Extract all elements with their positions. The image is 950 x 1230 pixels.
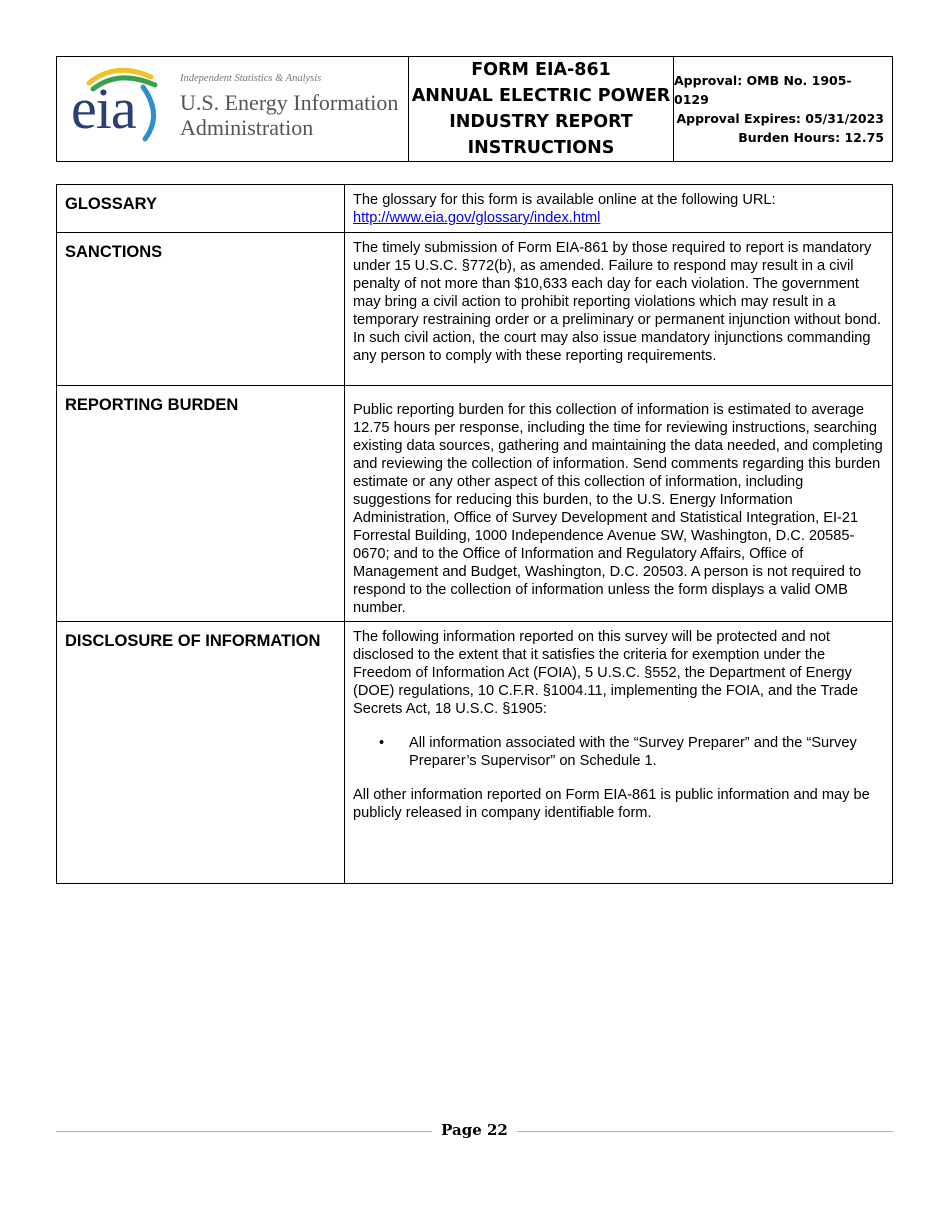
agency-name bbox=[180, 90, 398, 140]
form-title-line: INDUSTRY REPORT bbox=[449, 112, 633, 132]
page-footer bbox=[56, 1120, 893, 1144]
burden-hours: Burden Hours: 12.75 bbox=[738, 130, 884, 145]
reporting-burden-label: REPORTING BURDEN bbox=[57, 386, 345, 621]
approval-expires: Approval Expires: 05/31/2023 bbox=[676, 111, 884, 126]
form-title bbox=[409, 57, 674, 161]
sanctions-label: SANCTIONS bbox=[57, 233, 345, 385]
instructions-table bbox=[56, 184, 893, 884]
disclosure-bullet-text: All information associated with the “Survey Preparer” and the “Survey Preparer’s Supervisor” on Schedule 1. bbox=[409, 735, 857, 769]
sanctions-text: The timely submission of Form EIA-861 by those required to report is mandatory under 15 U.S.C. §772(b), as amended. Failure to respond may result in a civil penalty of not more than $10,633 each day for each violation. The government may bring a civil action to prohibit reporting violations which may result in a temporary restraining order or a preliminary or permanent injunction without bond. In such civil action, the court may also issue mandatory injunctions commanding any person to comply with these reporting requirements. bbox=[353, 240, 882, 364]
sanctions-body bbox=[345, 233, 892, 385]
disclosure-row bbox=[57, 622, 892, 883]
agency-name-line1: U.S. Energy Information bbox=[180, 90, 399, 115]
disclosure-label: DISCLOSURE OF INFORMATION bbox=[57, 622, 345, 883]
glossary-text: The glossary for this form is available online at the following URL: bbox=[353, 192, 776, 208]
disclosure-body bbox=[345, 622, 892, 883]
page-number: Page 22 bbox=[441, 1121, 508, 1139]
glossary-body bbox=[345, 185, 892, 232]
eia-logo-block bbox=[57, 57, 409, 161]
eia-logo-text: eia bbox=[71, 76, 136, 141]
bullet-symbol: • bbox=[379, 735, 385, 751]
glossary-row bbox=[57, 185, 892, 233]
disclosure-bullet bbox=[379, 734, 884, 770]
logo-tagline: Independent Statistics & Analysis bbox=[180, 73, 322, 84]
sanctions-row bbox=[57, 233, 892, 386]
form-title-line: ANNUAL ELECTRIC POWER bbox=[411, 86, 671, 106]
glossary-link[interactable]: http://www.eia.gov/glossary/index.html bbox=[353, 210, 601, 226]
reporting-burden-row bbox=[57, 386, 892, 622]
form-title-line: FORM EIA-861 bbox=[471, 60, 611, 80]
approval-info bbox=[674, 57, 892, 161]
disclosure-closing: All other information reported on Form EIA-861 is public information and may be publicly released in company identifiable form. bbox=[353, 787, 870, 821]
reporting-burden-text: Public reporting burden for this collection of information is estimated to average 12.75 hours per response, including the time for reviewing instructions, searching existing data sources, gathering and maintaining the data needed, and completing and reviewing the collection of information. Send comments regarding this burden estimate or any other aspect of this collection of information, including suggestions for reducing this burden, to the U.S. Energy Information Administration, Office of Survey Development and Statistical Integration, EI-21 Forrestal Building, 1000 Independence Avenue SW, Washington, D.C. 20585-0670; and to the Office of Information and Regulatory Affairs, Office of Management and Budget, Washington, D.C. 20503. A person is not required to respond to the collection of information unless the form displays a valid OMB number. bbox=[353, 402, 883, 616]
disclosure-intro: The following information reported on this survey will be protected and not disclosed to the extent that it satisfies the criteria for exemption under the Freedom of Information Act (FOIA), 5 U.S.C. §552, the Department of Energy (DOE) regulations, 10 C.F.R. §1004.11, implementing the FOIA, and the Trade Secrets Act, 18 U.S.C. §1905: bbox=[353, 629, 859, 717]
form-title-line: INSTRUCTIONS bbox=[467, 138, 615, 158]
agency-name-line2: Administration bbox=[180, 115, 314, 140]
omb-approval: Approval: OMB No. 1905-0129 bbox=[674, 73, 852, 107]
glossary-label: GLOSSARY bbox=[57, 185, 345, 232]
reporting-burden-body bbox=[345, 386, 892, 621]
form-header bbox=[56, 56, 893, 162]
